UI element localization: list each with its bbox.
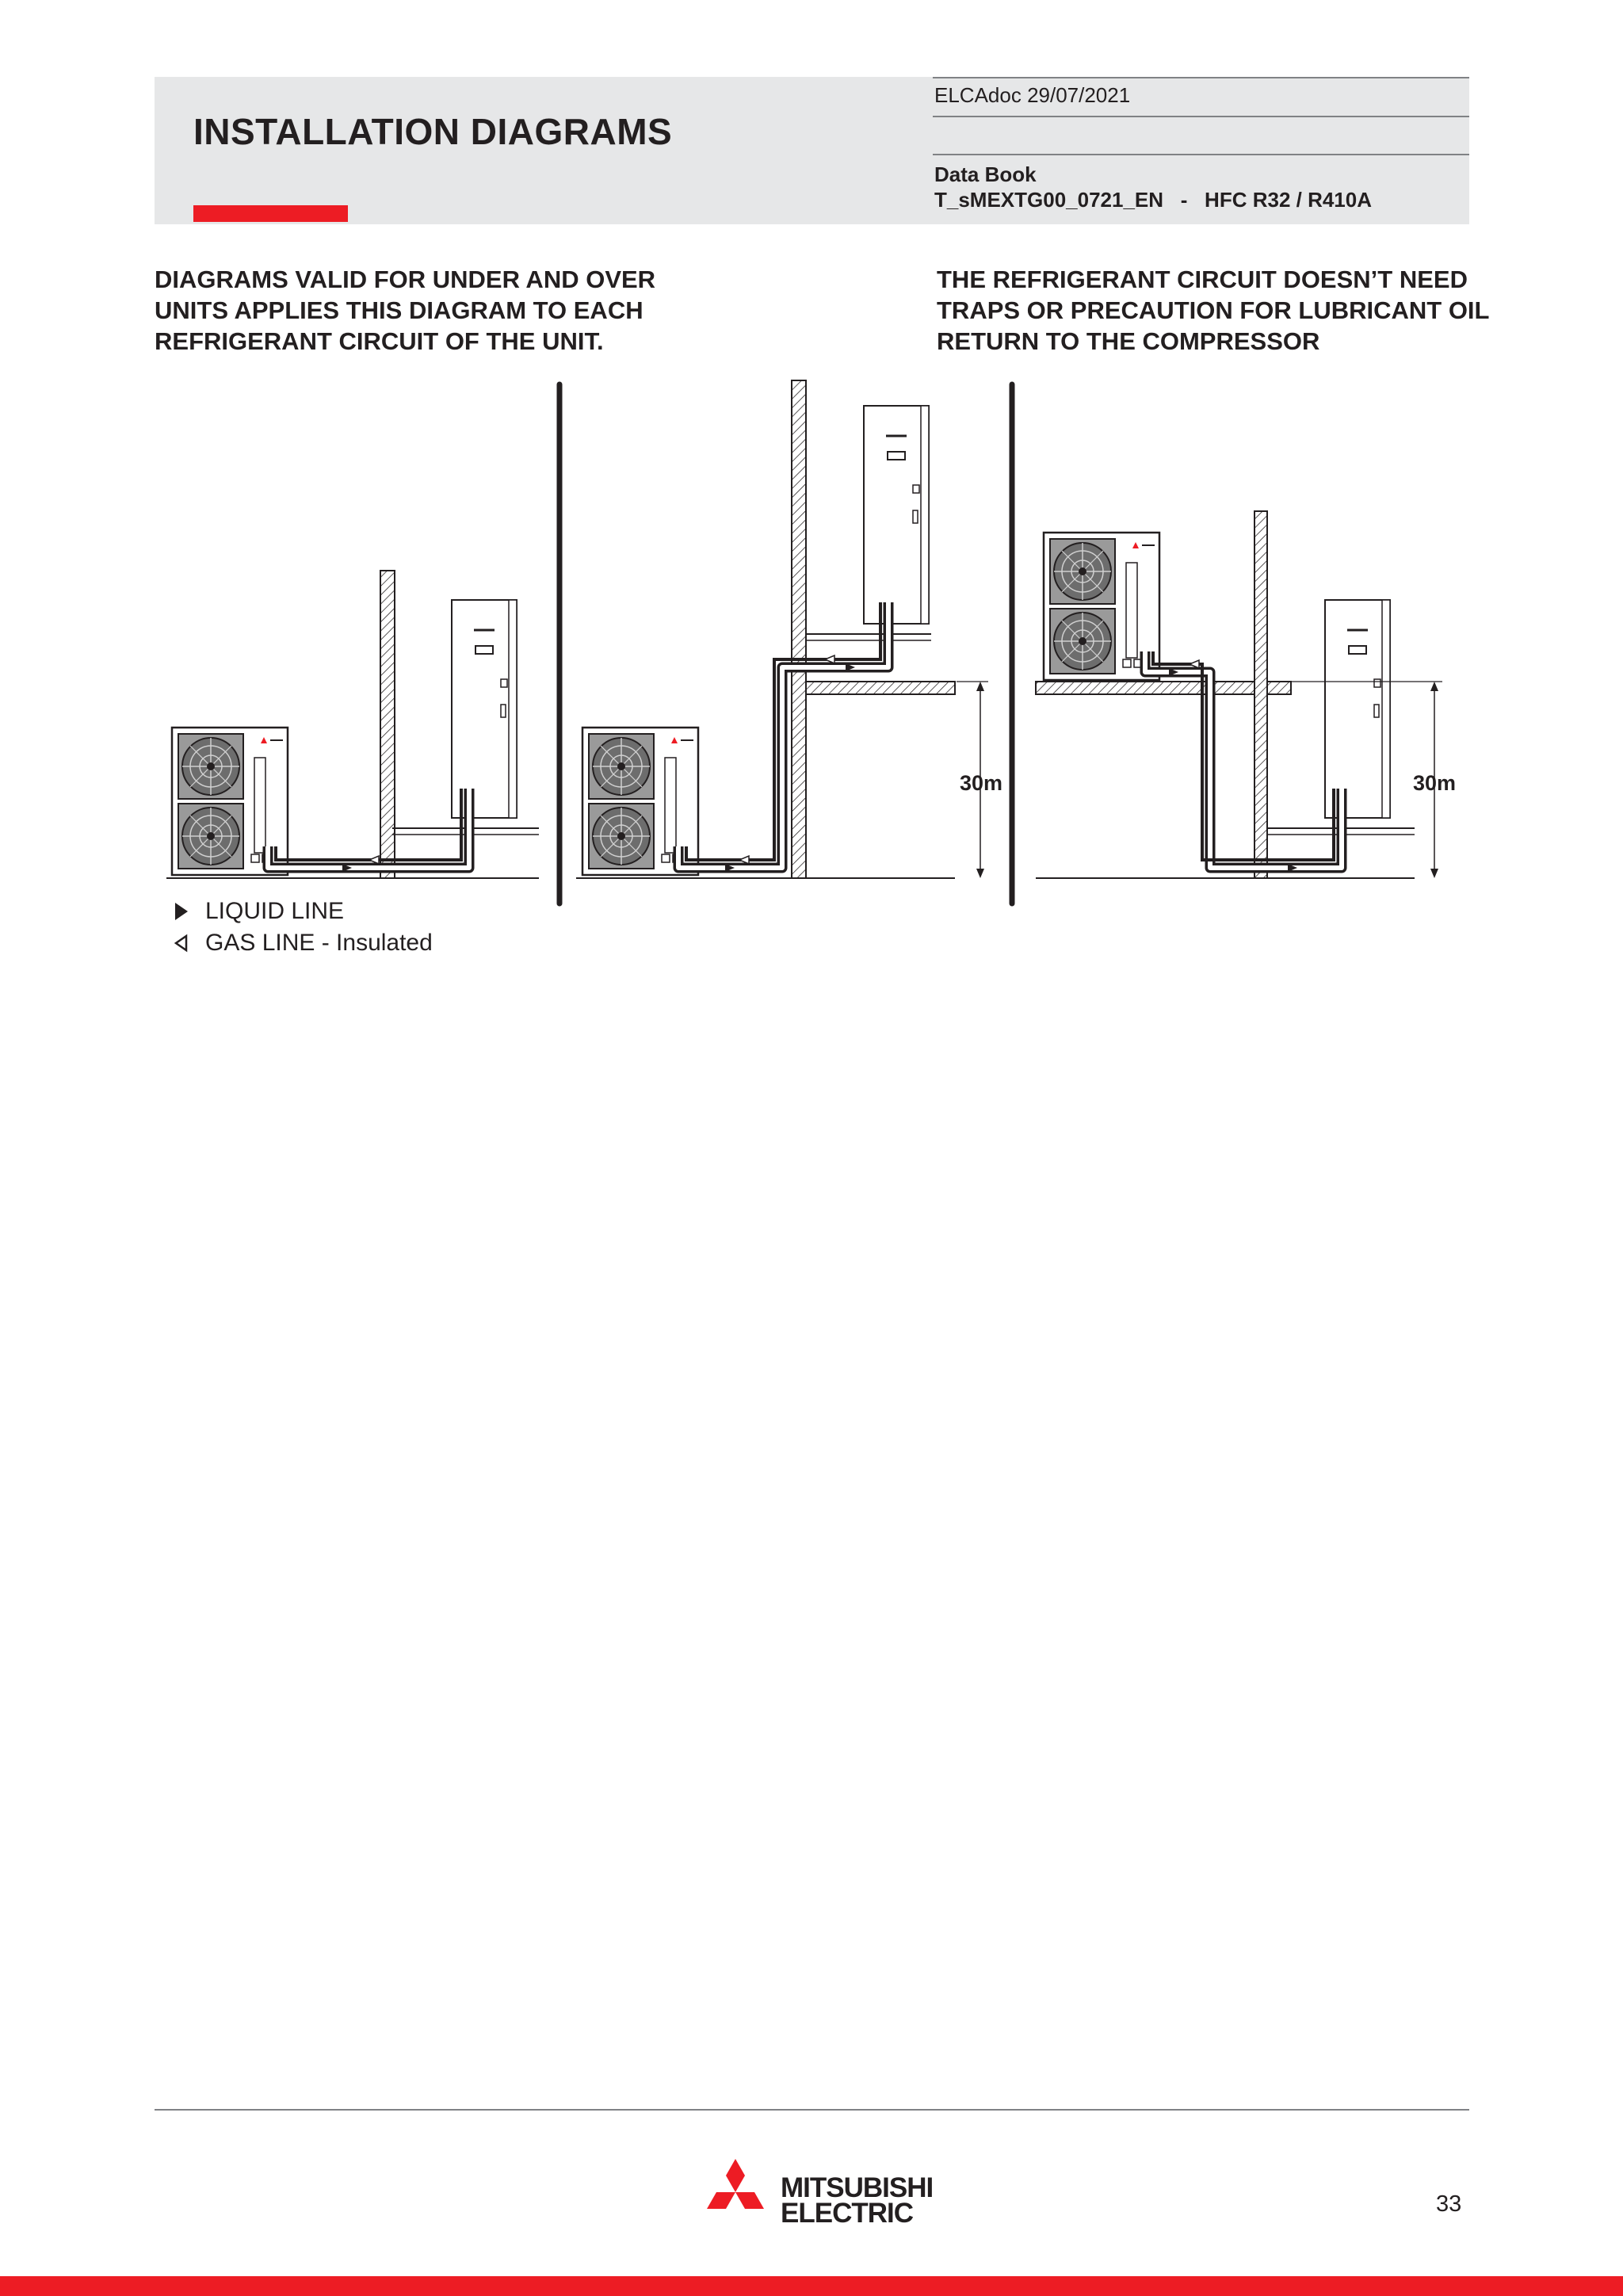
note-right: THE REFRIGERANT CIRCUIT DOESN’T NEED TRAPS OR PRECAUTION FOR LUBRICANT OIL RETURN TO THE COMPRESSOR [937, 266, 1489, 355]
diagram-outdoor-above [1036, 511, 1456, 878]
document-meta [933, 77, 1469, 224]
installation-diagram [155, 372, 1478, 927]
filled-arrow-icon [170, 900, 205, 923]
height-label-middle: 30m [960, 771, 1003, 795]
doc-id: ELCAdoc 29/07/2021 [934, 83, 1131, 107]
meta-divider [933, 77, 1469, 78]
bottom-accent-bar [0, 2276, 1623, 2296]
mitsubishi-electric-logo [697, 2157, 935, 2229]
legend-gas-label: GAS LINE - Insulated [205, 930, 433, 956]
page-title: INSTALLATION DIAGRAMS [193, 111, 673, 152]
brand-line1: MITSUBISHI [781, 2172, 934, 2203]
legend-liquid-label: LIQUID LINE [205, 898, 345, 924]
page-header [155, 77, 1469, 224]
note-left: DIAGRAMS VALID FOR UNDER AND OVER UNITS APPLIES THIS DIAGRAM TO EACH REFRIGERANT CIRCUIT OF THE UNIT. [155, 266, 656, 355]
diagram-same-level [166, 571, 539, 878]
title-accent-bar [193, 205, 348, 222]
outline-arrow-icon [170, 931, 205, 955]
legend-liquid [170, 896, 433, 927]
legend [170, 896, 433, 959]
page-number: 33 [1436, 2191, 1462, 2217]
meta-divider [933, 154, 1469, 155]
legend-gas [170, 927, 433, 959]
diagram-indoor-above [576, 380, 1002, 878]
brand-line2: ELECTRIC [781, 2198, 913, 2229]
meta-divider [933, 116, 1469, 117]
height-label-right: 30m [1413, 771, 1457, 795]
footer-divider [155, 2109, 1469, 2111]
book-label: Data Book [934, 162, 1037, 186]
doc-code: T_sMEXTG00_0721_EN - HFC R32 / R410A [934, 188, 1373, 212]
